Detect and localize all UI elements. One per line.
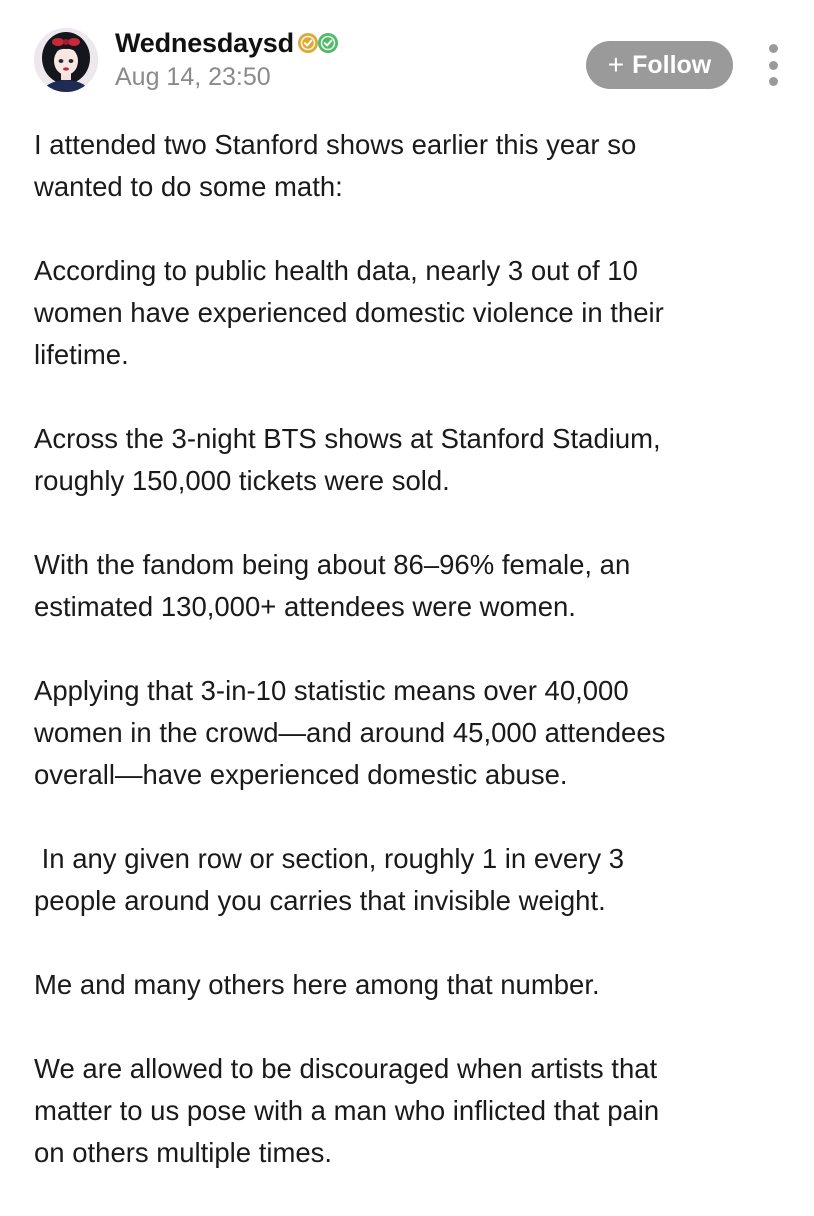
vertical-ellipsis-icon [769, 61, 778, 70]
green-verified-badge-icon [317, 32, 339, 54]
more-options-button[interactable] [762, 44, 784, 86]
post-timestamp: Aug 14, 23:50 [115, 63, 271, 91]
author-badges [297, 32, 339, 54]
plus-icon: + [607, 49, 625, 80]
follow-button[interactable] [586, 41, 733, 89]
post-paragraph: With the fandom being about 86–96% female, an estimated 130,000+ attendees were women. [34, 549, 631, 622]
vertical-ellipsis-icon [769, 77, 778, 86]
post-paragraph: In any given row or section, roughly 1 in every 3 people around you carries that invisible weight. [34, 843, 625, 916]
post-paragraph: We are allowed to be discouraged when artists that matter to us pose with a man who inflicted that pain on others multiple times. [34, 1053, 660, 1168]
post-paragraph: I attended two Stanford shows earlier this year so wanted to do some math: [34, 129, 637, 202]
follow-button-label: Follow [632, 50, 712, 79]
vertical-ellipsis-icon [769, 44, 778, 53]
author-row [115, 26, 339, 60]
gold-verified-badge-icon [297, 32, 319, 54]
post-header [0, 0, 814, 110]
avatar[interactable] [34, 28, 98, 92]
post-paragraph: Me and many others here among that number. [34, 969, 600, 1000]
post-paragraph: According to public health data, nearly 3 out of 10 women have experienced domestic violence in their lifetime. [34, 255, 664, 370]
author-username[interactable]: Wednesdaysd [115, 27, 294, 58]
post-paragraph: Applying that 3-in-10 statistic means over 40,000 women in the crowd—and around 45,000 attendees overall—have experienced domestic abuse. [34, 675, 666, 790]
post-paragraph: Across the 3-night BTS shows at Stanford Stadium, roughly 150,000 tickets were sold. [34, 423, 661, 496]
post-body [34, 124, 794, 1216]
